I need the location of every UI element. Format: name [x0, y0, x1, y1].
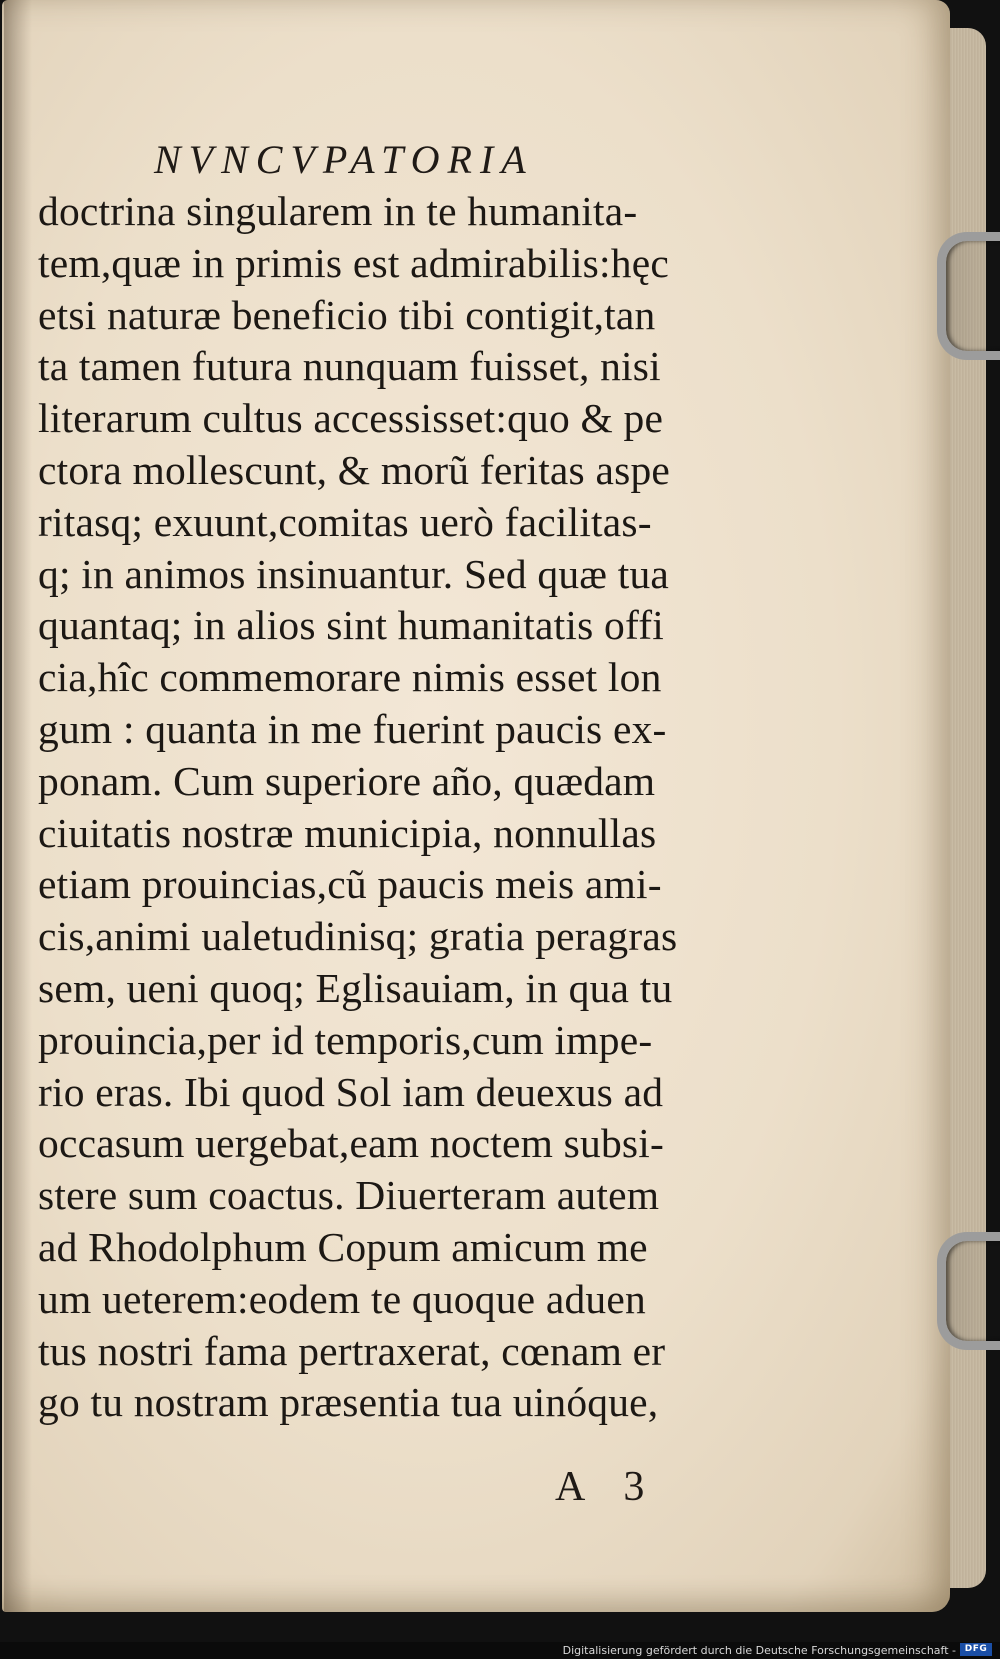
text-line: literarum cultus accessisset:quo & pe	[38, 395, 664, 442]
text-line: doctrina singularem in te humanita-	[38, 188, 638, 234]
signature-mark	[555, 1463, 644, 1511]
page-text-block	[38, 134, 818, 1429]
funding-credit: Digitalisierung gefördert durch die Deutsche Forschungsgemeinschaft -	[562, 1644, 956, 1657]
text-line: um ueterem:eodem te quoque aduen	[38, 1275, 646, 1322]
text-line: ritasq; exuunt,comitas uerò facilitas-	[38, 498, 652, 545]
top-clasp-icon	[937, 232, 1000, 360]
text-line: ad Rhodolphum Copum amicum me	[38, 1223, 648, 1270]
text-line: quantaq; in alios sint humanitatis offi	[38, 602, 665, 649]
text-line: etsi naturæ beneficio tibi contigit,tan	[38, 291, 656, 338]
text-line: q; in animos insinuantur. Sed quæ tua	[38, 550, 670, 597]
text-line: cis,animi ualetudinisq; gratia peragras	[38, 913, 678, 960]
text-line: stere sum coactus. Diuerteram autem	[38, 1172, 660, 1219]
text-line: gum : quanta in me fuerint paucis ex-	[38, 705, 667, 752]
text-line: etiam prouincias,cũ paucis meis ami-	[38, 861, 662, 908]
text-line: go tu nostram præsentia tua uinóque,	[38, 1379, 659, 1426]
text-line: occasum uergebat,eam noctem subsi-	[38, 1120, 665, 1167]
text-line: ctora mollescunt, & morũ feritas aspe	[38, 446, 671, 493]
dfg-logo: DFG	[960, 1643, 992, 1656]
text-line: ponam. Cum superiore año, quædam	[38, 757, 656, 804]
running-head: NVNCVPATORIA	[154, 137, 534, 182]
text-line: tus nostri fama pertraxerat, cœnam er	[38, 1327, 666, 1374]
text-line: sem, ueni quoq; Eglisauiam, in qua tu	[38, 964, 673, 1011]
text-line: rio eras. Ibi quod Sol iam deuexus ad	[38, 1068, 664, 1115]
text-line: cia,hîc commemorare nimis esset lon	[38, 654, 662, 701]
signature-number: 3	[623, 1464, 645, 1510]
text-line: prouincia,per id temporis,cum impe-	[38, 1016, 653, 1063]
text-line: tem,quæ in primis est admirabilis:hęc	[38, 239, 669, 286]
text-line: ciuitatis nostræ municipia, nonnullas	[38, 809, 657, 856]
signature-letter: A	[555, 1464, 586, 1510]
text-line: ta tamen futura nunquam fuisset, nisi	[38, 343, 661, 390]
page-gutter-shadow	[4, 0, 32, 1612]
bottom-clasp-icon	[937, 1232, 1000, 1350]
